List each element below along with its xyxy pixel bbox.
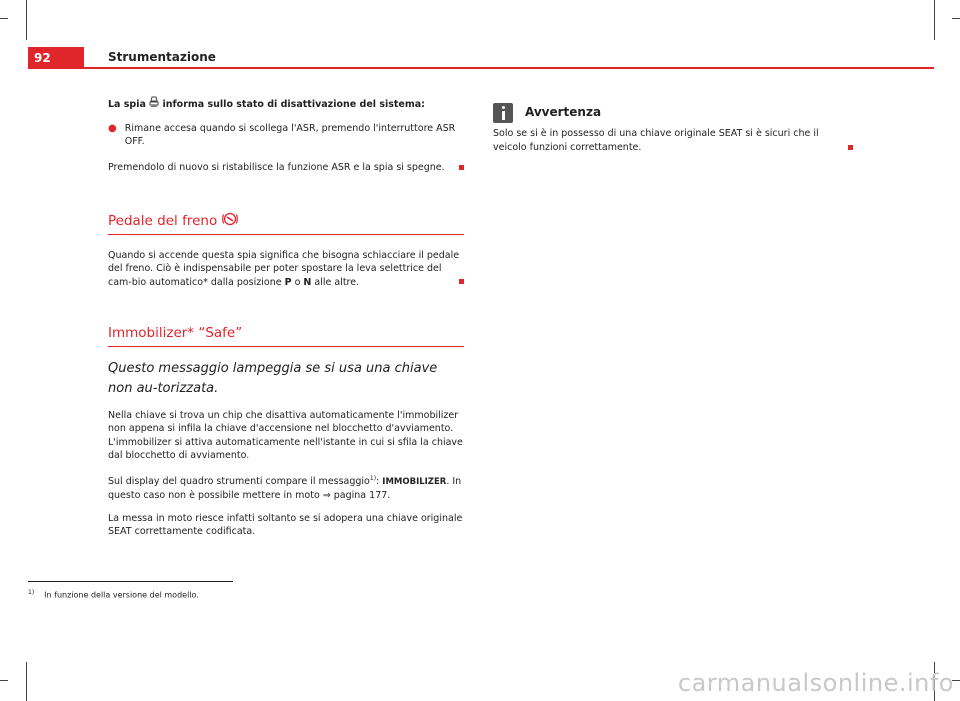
footnote-divider	[28, 581, 233, 582]
list-item: ● Rimane accesa quando si scollega l'ASR, premendo l'interruttore ASR OFF.	[108, 122, 456, 147]
warning-text: Solo se si è in possesso di una chiave originale SEAT si è sicuri che il veicolo funzioni correttamente.	[493, 127, 853, 154]
immobilizer-lead: Questo messaggio lampeggia se si usa una chiave non au-torizzata.	[108, 360, 438, 396]
section-title-immobilizer: Immobilizer* “Safe”	[108, 327, 464, 347]
right-column	[493, 101, 853, 154]
immobilizer-para-3: La messa in moto riesce infatti soltanto se si adopera una chiave originale SEAT correttamente codificata.	[108, 512, 463, 538]
brake-pedal-icon	[222, 212, 238, 226]
crop-mark	[26, 662, 27, 701]
header-divider	[28, 67, 934, 69]
footnote-marker: 1)	[28, 589, 35, 596]
crop-mark	[0, 680, 8, 681]
crop-mark	[0, 18, 8, 19]
bullet-icon: ●	[108, 122, 117, 134]
crop-mark	[952, 18, 960, 19]
display-message: IMMOBILIZER	[382, 476, 447, 487]
footnote: $^{1)}$ In funzione della versione del modello.	[28, 589, 199, 600]
crop-mark	[934, 0, 935, 40]
section-end-icon	[848, 145, 853, 150]
left-column	[108, 96, 464, 539]
brake-para: Quando si accende questa spia significa che bisogna schiacciare il pedale del freno. Ciò è indispensabile per poter spostare la leva selettrice del cam-bio automatico* dalla posizione P o N alle altre.	[108, 249, 464, 290]
immobilizer-para-1: Nella chiave si trova un chip che disattiva automaticamente l'immobilizer non appena si infila la chiave d'accensione nel blocchetto d'avviamento. L'immobilizer si attiva automaticamente nell'istante in cui si sfila la chiave dal blocchetto di avviamento.	[108, 409, 463, 461]
warning-title: Avvertenza	[525, 105, 602, 120]
warning-header	[493, 101, 853, 125]
crop-mark	[26, 0, 27, 40]
info-icon	[493, 103, 513, 123]
section-end-icon	[459, 279, 464, 284]
asr-para: Premendolo di nuovo si ristabilisce la funzione ASR e la spia si spegne.	[108, 161, 464, 175]
watermark: carmanualsonline.info	[677, 669, 954, 697]
asr-warning-icon	[149, 96, 159, 108]
page-number: 92	[28, 47, 84, 69]
section-title-brake: Pedale del freno	[108, 212, 464, 235]
asr-intro: La spia informa sullo stato di disattivazione del sistema:	[108, 96, 464, 112]
section-end-icon	[459, 165, 464, 170]
page-title: Strumentazione	[108, 50, 216, 64]
footnote-ref: 1)	[369, 474, 377, 482]
immobilizer-para-2: Sul display del quadro strumenti compare il messaggio$^{1)}$: IMMOBILIZER. In questo caso non è possibile mettere in moto ⇒ pagina 177.	[108, 474, 462, 502]
